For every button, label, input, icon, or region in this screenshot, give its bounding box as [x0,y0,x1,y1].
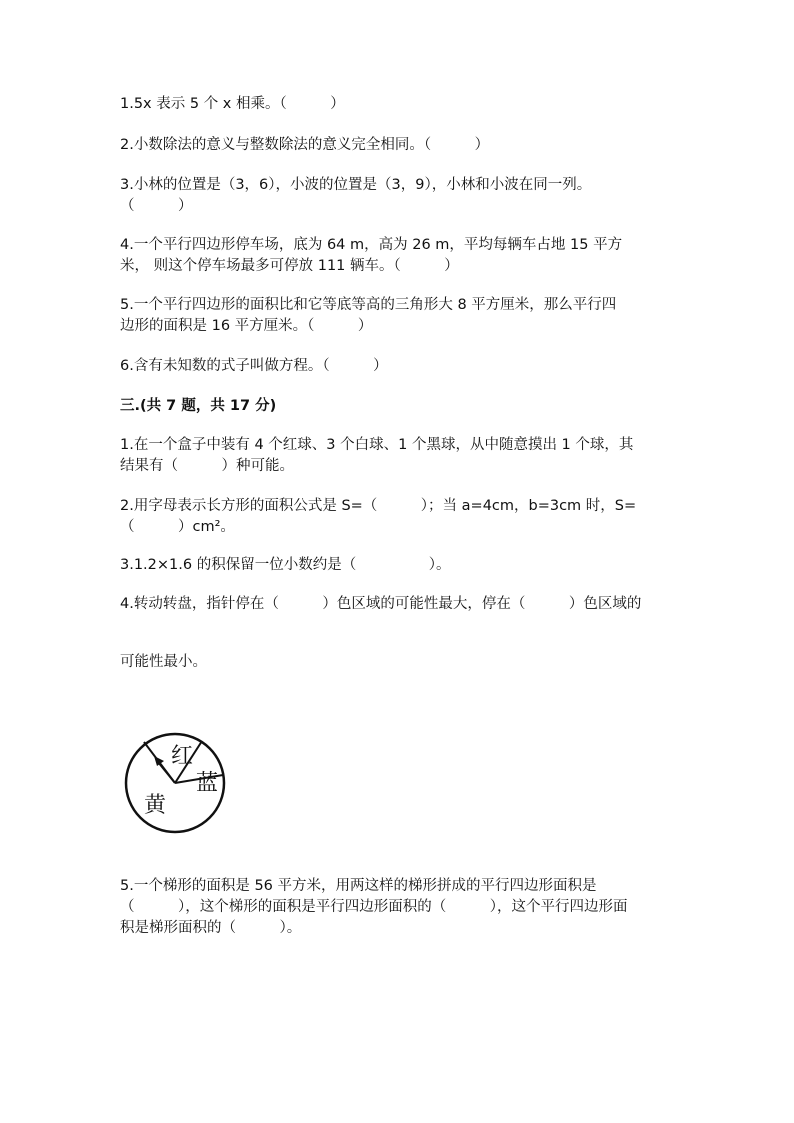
question-text: 米， 则这个停车场最多可停放 111 辆车。（ ） [120,258,459,274]
question-text: 4.转动转盘，指针停在（ ）色区域的可能性最大，停在（ ）色区域的 [120,596,642,612]
question-text: （ ） [120,198,193,214]
question-text: 积是梯形面积的（ ）。 [120,920,302,936]
question-text: 1.在一个盒子中装有 4 个红球、3 个白球、1 个黑球，从中随意摸出 1 个球，其 [120,437,634,453]
question-text: 2.小数除法的意义与整数除法的意义完全相同。（ ） [120,137,490,153]
question-text: 边形的面积是 16 平方厘米。（ ） [120,318,373,334]
label-red: 红 [171,744,194,769]
question-text: 2.用字母表示长方形的面积公式是 S=（ ）；当 a=4cm，b=3cm 时，S= [120,498,637,514]
section-heading: 三.(共 7 题，共 17 分) [120,398,277,414]
question-text: 5.一个梯形的面积是 56 平方米，用两这样的梯形拼成的平行四边形面积是 [120,878,597,894]
pointer-arrowhead [154,756,164,766]
question-text: （ ），这个梯形的面积是平行四边形面积的（ ），这个平行四边形面 [120,899,628,915]
question-text: 1.5x 表示 5 个 x 相乘。（ ） [120,96,345,112]
question-text: 可能性最小。 [120,654,207,670]
question-text: 结果有（ ）种可能。 [120,458,294,474]
spinner-diagram [120,728,230,838]
label-yellow: 黄 [144,793,167,818]
question-text: 3.小林的位置是（3，6），小波的位置是（3，9），小林和小波在同一列。 [120,177,592,193]
question-text: 5.一个平行四边形的面积比和它等底等高的三角形大 8 平方厘米，那么平行四 [120,297,617,313]
question-text: 6.含有未知数的式子叫做方程。（ ） [120,358,388,374]
label-blue: 蓝 [196,771,219,796]
question-text: 4.一个平行四边形停车场，底为 64 m，高为 26 m，平均每辆车占地 15 平方 [120,237,623,253]
question-text: 3.1.2×1.6 的积保留一位小数约是（ ）。 [120,557,451,573]
question-text: （ ）cm²。 [120,519,235,535]
